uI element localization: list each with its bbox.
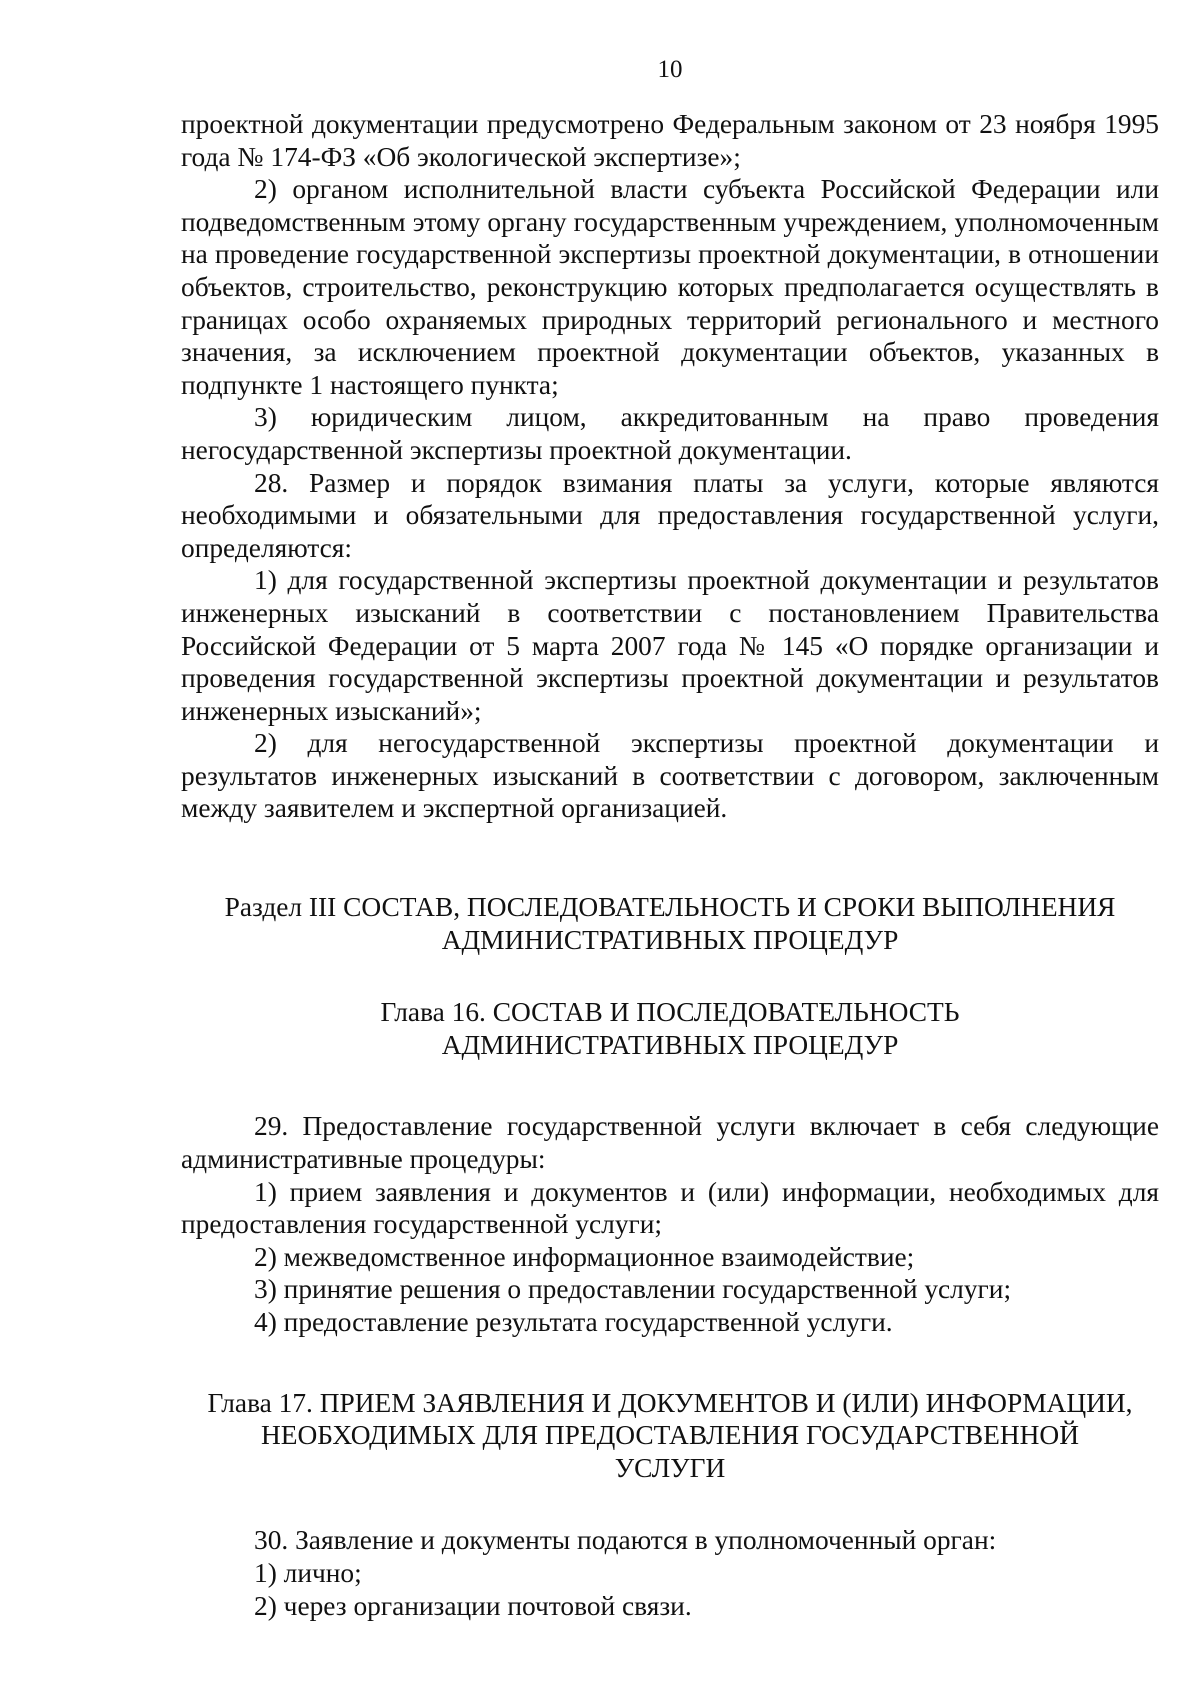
document-body [181,108,1159,1622]
chapter-17-heading-line-2: НЕОБХОДИМЫХ ДЛЯ ПРЕДОСТАВЛЕНИЯ ГОСУДАРСТВЕННОЙ [261,1420,1079,1451]
list-item-28-2: 2) для негосударственной экспертизы проектной документации и результатов инженерных изысканий в соответствии с договором, заключенным между заявителем и экспертной организацией. [181,728,1159,824]
list-item-30-2: 2) через организации почтовой связи. [254,1590,692,1621]
chapter-17-heading [181,1387,1159,1485]
chapter-16-heading-line-1: Глава 16. СОСТАВ И ПОСЛЕДОВАТЕЛЬНОСТЬ [380,997,960,1028]
list-item-30-1: 1) лично; [254,1557,362,1588]
list-item-subpoint-3: 3) юридическим лицом, аккредитованным на право проведения негосударственной экспертизы проектной документации. [181,402,1159,465]
list-item-29-2: 2) межведомственное информационное взаимодействие; [254,1241,915,1272]
paragraph-continuation: проектной документации предусмотрено Федеральным законом от 23 ноября 1995 года № 174-ФЗ «Об экологической экспертизе»; [181,109,1159,172]
list-item-29-3: 3) принятие решения о предоставлении государственной услуги; [254,1274,1012,1305]
paragraph-28: 28. Размер и порядок взимания платы за услуги, которые являются необходимыми и обязательными для предоставления государственной услуги, определяются: [181,467,1159,563]
page-number: 10 [657,56,683,83]
section-heading [181,891,1159,956]
list-item-subpoint-2: 2) органом исполнительной власти субъекта Российской Федерации или подведомственным этому органу государственным учреждением, уполномоченным на проведение государственной экспертизы проектной документации, в отношении объектов, строительство, реконструкцию которых предполагается осуществлять в границах особо охраняемых природных территорий регионального и местного значения, за исключением проектной документации объектов, указанных в подпункте 1 настоящего пункта; [181,174,1159,400]
paragraph-29: 29. Предоставление государственной услуги включает в себя следующие административные процедуры: [181,1111,1159,1175]
section-heading-line-2: АДМИНИСТРАТИВНЫХ ПРОЦЕДУР [441,924,899,955]
section-heading-line-1: Раздел III СОСТАВ, ПОСЛЕДОВАТЕЛЬНОСТЬ И СРОКИ ВЫПОЛНЕНИЯ [224,892,1116,923]
paragraph-30: 30. Заявление и документы подаются в уполномоченный орган: [254,1525,997,1556]
list-item-29-1: 1) прием заявления и документов и (или) информации, необходимых для предоставления государственной услуги; [181,1176,1159,1240]
list-item-29-4: 4) предоставление результата государственной услуги. [254,1307,893,1337]
list-item-28-1: 1) для государственной экспертизы проектной документации и результатов инженерных изысканий в соответствии с постановлением Правительства Российской Федерации от 5 марта 2007 года № 145 «О порядке организации и проведения государственной экспертизы проектной документации и результатов инженерных изысканий»; [181,565,1159,726]
chapter-17-heading-line-3: УСЛУГИ [614,1452,726,1483]
chapter-16-heading [181,996,1159,1061]
chapter-16-heading-line-2: АДМИНИСТРАТИВНЫХ ПРОЦЕДУР [441,1029,899,1060]
chapter-17-heading-line-1: Глава 17. ПРИЕМ ЗАЯВЛЕНИЯ И ДОКУМЕНТОВ И (ИЛИ) ИНФОРМАЦИИ, [207,1387,1133,1418]
